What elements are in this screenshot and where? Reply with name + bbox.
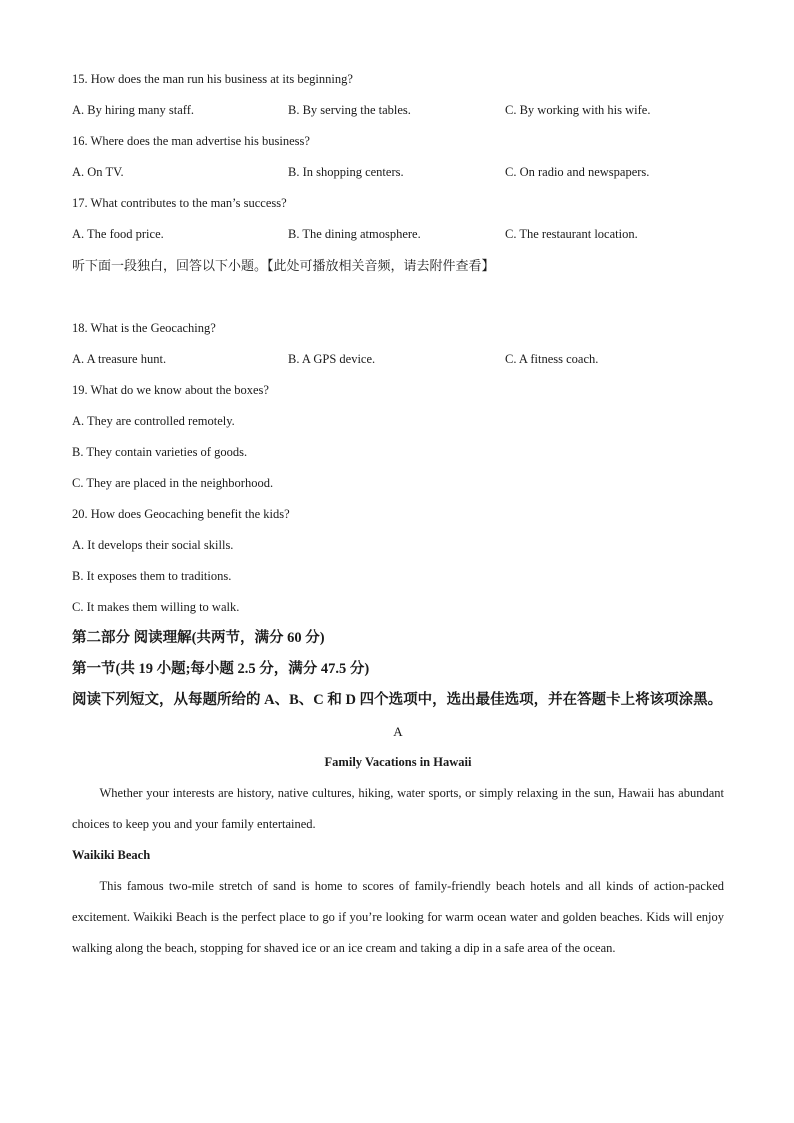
question-17: 17. What contributes to the man’s success? [72, 196, 287, 210]
option-c: C. A fitness coach. [505, 352, 599, 366]
exam-page [72, 64, 724, 964]
option-c: C. On radio and newspapers. [505, 165, 650, 179]
passage-subheading: Waikiki Beach [72, 848, 151, 862]
question-16-options [72, 157, 724, 188]
option-b: B. They contain varieties of goods. [72, 445, 248, 459]
option-c: C. By working with his wife. [505, 103, 651, 117]
question-19: 19. What do we know about the boxes? [72, 383, 269, 397]
option-a: A. It develops their social skills. [72, 538, 234, 552]
question-16: 16. Where does the man advertise his business? [72, 134, 310, 148]
option-b: B. It exposes them to traditions. [72, 569, 232, 583]
spacer [72, 281, 724, 313]
option-c: C. It makes them willing to walk. [72, 600, 240, 614]
option-a: A. By hiring many staff. [72, 103, 194, 117]
part-heading: 第二部分 阅读理解(共两节，满分 60 分) [72, 630, 325, 646]
monologue-instruction: 听下面一段独白，回答以下小题。【此处可播放相关音频，请去附件查看】 [72, 258, 495, 273]
passage-intro: Whether your interests are history, native cultures, hiking, water sports, or simply relaxing in the sun, Hawaii has abundant choices to keep you and your family entertained. [72, 786, 724, 831]
question-15: 15. How does the man run his business at its beginning? [72, 72, 353, 86]
question-15-options [72, 95, 724, 126]
option-c: C. The restaurant location. [505, 227, 638, 241]
option-b: B. A GPS device. [288, 352, 376, 366]
passage-letter: A [393, 724, 403, 739]
option-c: C. They are placed in the neighborhood. [72, 476, 274, 490]
question-18-options [72, 344, 724, 375]
reading-instruction: 阅读下列短文，从每题所给的 A、B、C 和 D 四个选项中，选出最佳选项，并在答题卡上将该项涂黑。 [72, 692, 723, 708]
option-b: B. By serving the tables. [288, 103, 411, 117]
option-b: B. The dining atmosphere. [288, 227, 421, 241]
question-17-options [72, 219, 724, 250]
question-18: 18. What is the Geocaching? [72, 321, 216, 335]
option-a: A. A treasure hunt. [72, 352, 167, 366]
section-heading: 第一节(共 19 小题;每小题 2.5 分，满分 47.5 分) [72, 661, 370, 677]
passage-body: This famous two-mile stretch of sand is home to scores of family-friendly beach hotels and all kinds of action-packed excitement. Waikiki Beach is the perfect place to go if you’re looking for warm ocean water and golden beaches. Kids will enjoy walking along the beach, stopping for shaved ice or an ice cream and taking a dip in a safe area of the ocean. [72, 879, 724, 955]
option-a: A. The food price. [72, 227, 164, 241]
option-b: B. In shopping centers. [288, 165, 404, 179]
option-a: A. On TV. [72, 165, 124, 179]
question-20: 20. How does Geocaching benefit the kids? [72, 507, 290, 521]
option-a: A. They are controlled remotely. [72, 414, 235, 428]
passage-title: Family Vacations in Hawaii [324, 755, 472, 769]
